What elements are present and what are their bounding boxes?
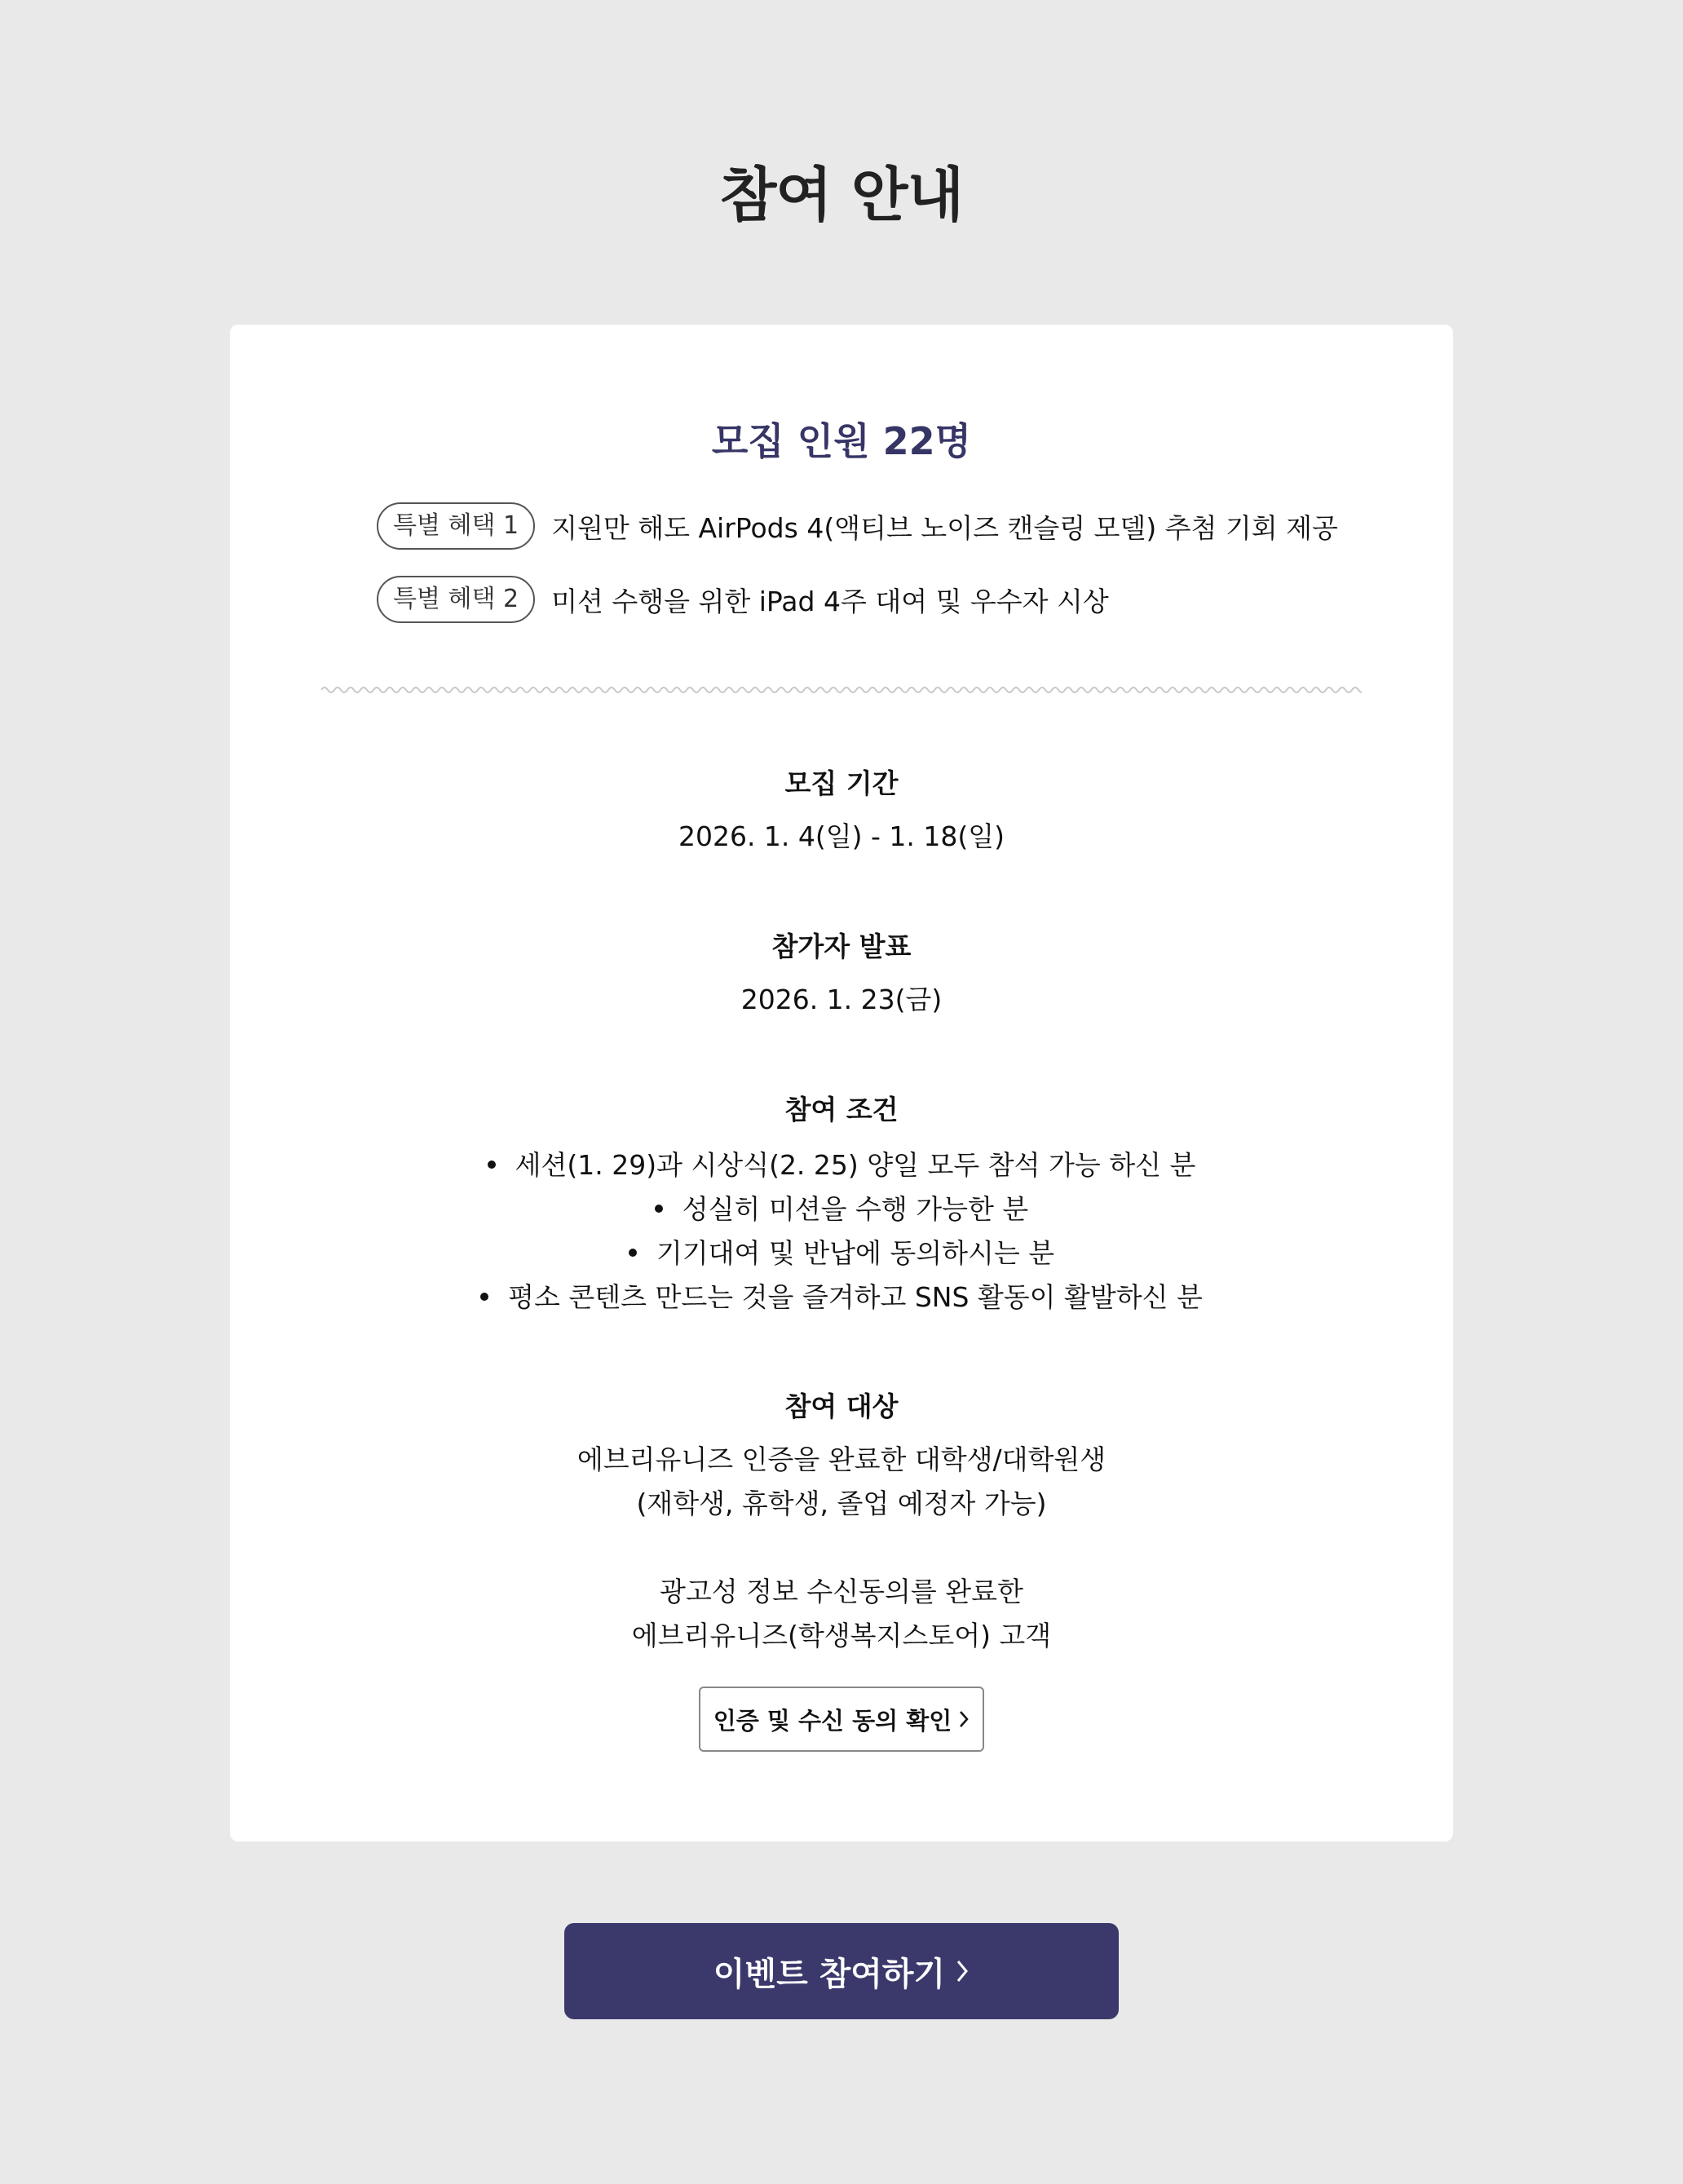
- target-line-2: (재학생, 휴학생, 졸업 예정자 가능): [636, 1488, 1047, 1519]
- bullet-icon: [480, 1293, 488, 1301]
- chevron-right-icon: [955, 1958, 970, 1984]
- target-line-4: 에브리유니즈(학생복지스토어) 고객: [631, 1620, 1052, 1651]
- conditions-title: 참여 조건: [784, 1094, 899, 1125]
- bullet-icon: [488, 1161, 496, 1169]
- bullet-icon: [655, 1205, 663, 1213]
- benefit-badge-2: 특별 혜택 2: [377, 576, 535, 623]
- target-title: 참여 대상: [784, 1390, 899, 1422]
- info-card: [230, 325, 1453, 1841]
- join-event-button[interactable]: [564, 1923, 1119, 2019]
- target-line-1: 에브리유니즈 인증을 완료한 대학생/대학원생: [576, 1443, 1107, 1475]
- bullet-icon: [629, 1249, 637, 1257]
- join-event-label: 이벤트 참여하기: [713, 1955, 946, 1993]
- wave-divider: [321, 683, 1362, 696]
- announcement-title: 참가자 발표: [771, 931, 912, 962]
- benefit-badge-1: 특별 혜택 1: [377, 502, 535, 550]
- benefit-row-1: [377, 502, 1338, 550]
- benefit-text-2: 미션 수행을 위한 iPad 4주 대여 및 우수자 시상: [551, 585, 1109, 617]
- period-value: 2026. 1. 4(일) - 1. 18(일): [678, 820, 1005, 852]
- benefit-text-1: 지원만 해도 AirPods 4(액티브 노이즈 캔슬링 모델) 추첨 기회 제공: [551, 511, 1338, 544]
- conditions-list: [230, 1143, 1453, 1320]
- condition-item: 기기대여 및 반납에 동의하시는 분: [230, 1231, 1453, 1275]
- period-title: 모집 기간: [784, 767, 899, 799]
- target-line-3: 광고성 정보 수신동의를 완료한: [660, 1576, 1023, 1607]
- verify-consent-label: 인증 및 수신 동의 확인: [713, 1706, 952, 1735]
- benefit-row-2: [377, 576, 1109, 623]
- chevron-right-icon: [958, 1709, 970, 1729]
- condition-item: 성실히 미션을 수행 가능한 분: [230, 1187, 1453, 1231]
- condition-item: 평소 콘텐츠 만드는 것을 즐겨하고 SNS 활동이 활발하신 분: [230, 1275, 1453, 1320]
- page-title: 참여 안내: [719, 161, 964, 229]
- recruit-heading: 모집 인원 22명: [711, 419, 972, 463]
- verify-consent-button[interactable]: [699, 1687, 984, 1752]
- condition-item: 세션(1. 29)과 시상식(2. 25) 양일 모두 참석 가능 하신 분: [230, 1143, 1453, 1187]
- announcement-value: 2026. 1. 23(금): [740, 984, 943, 1015]
